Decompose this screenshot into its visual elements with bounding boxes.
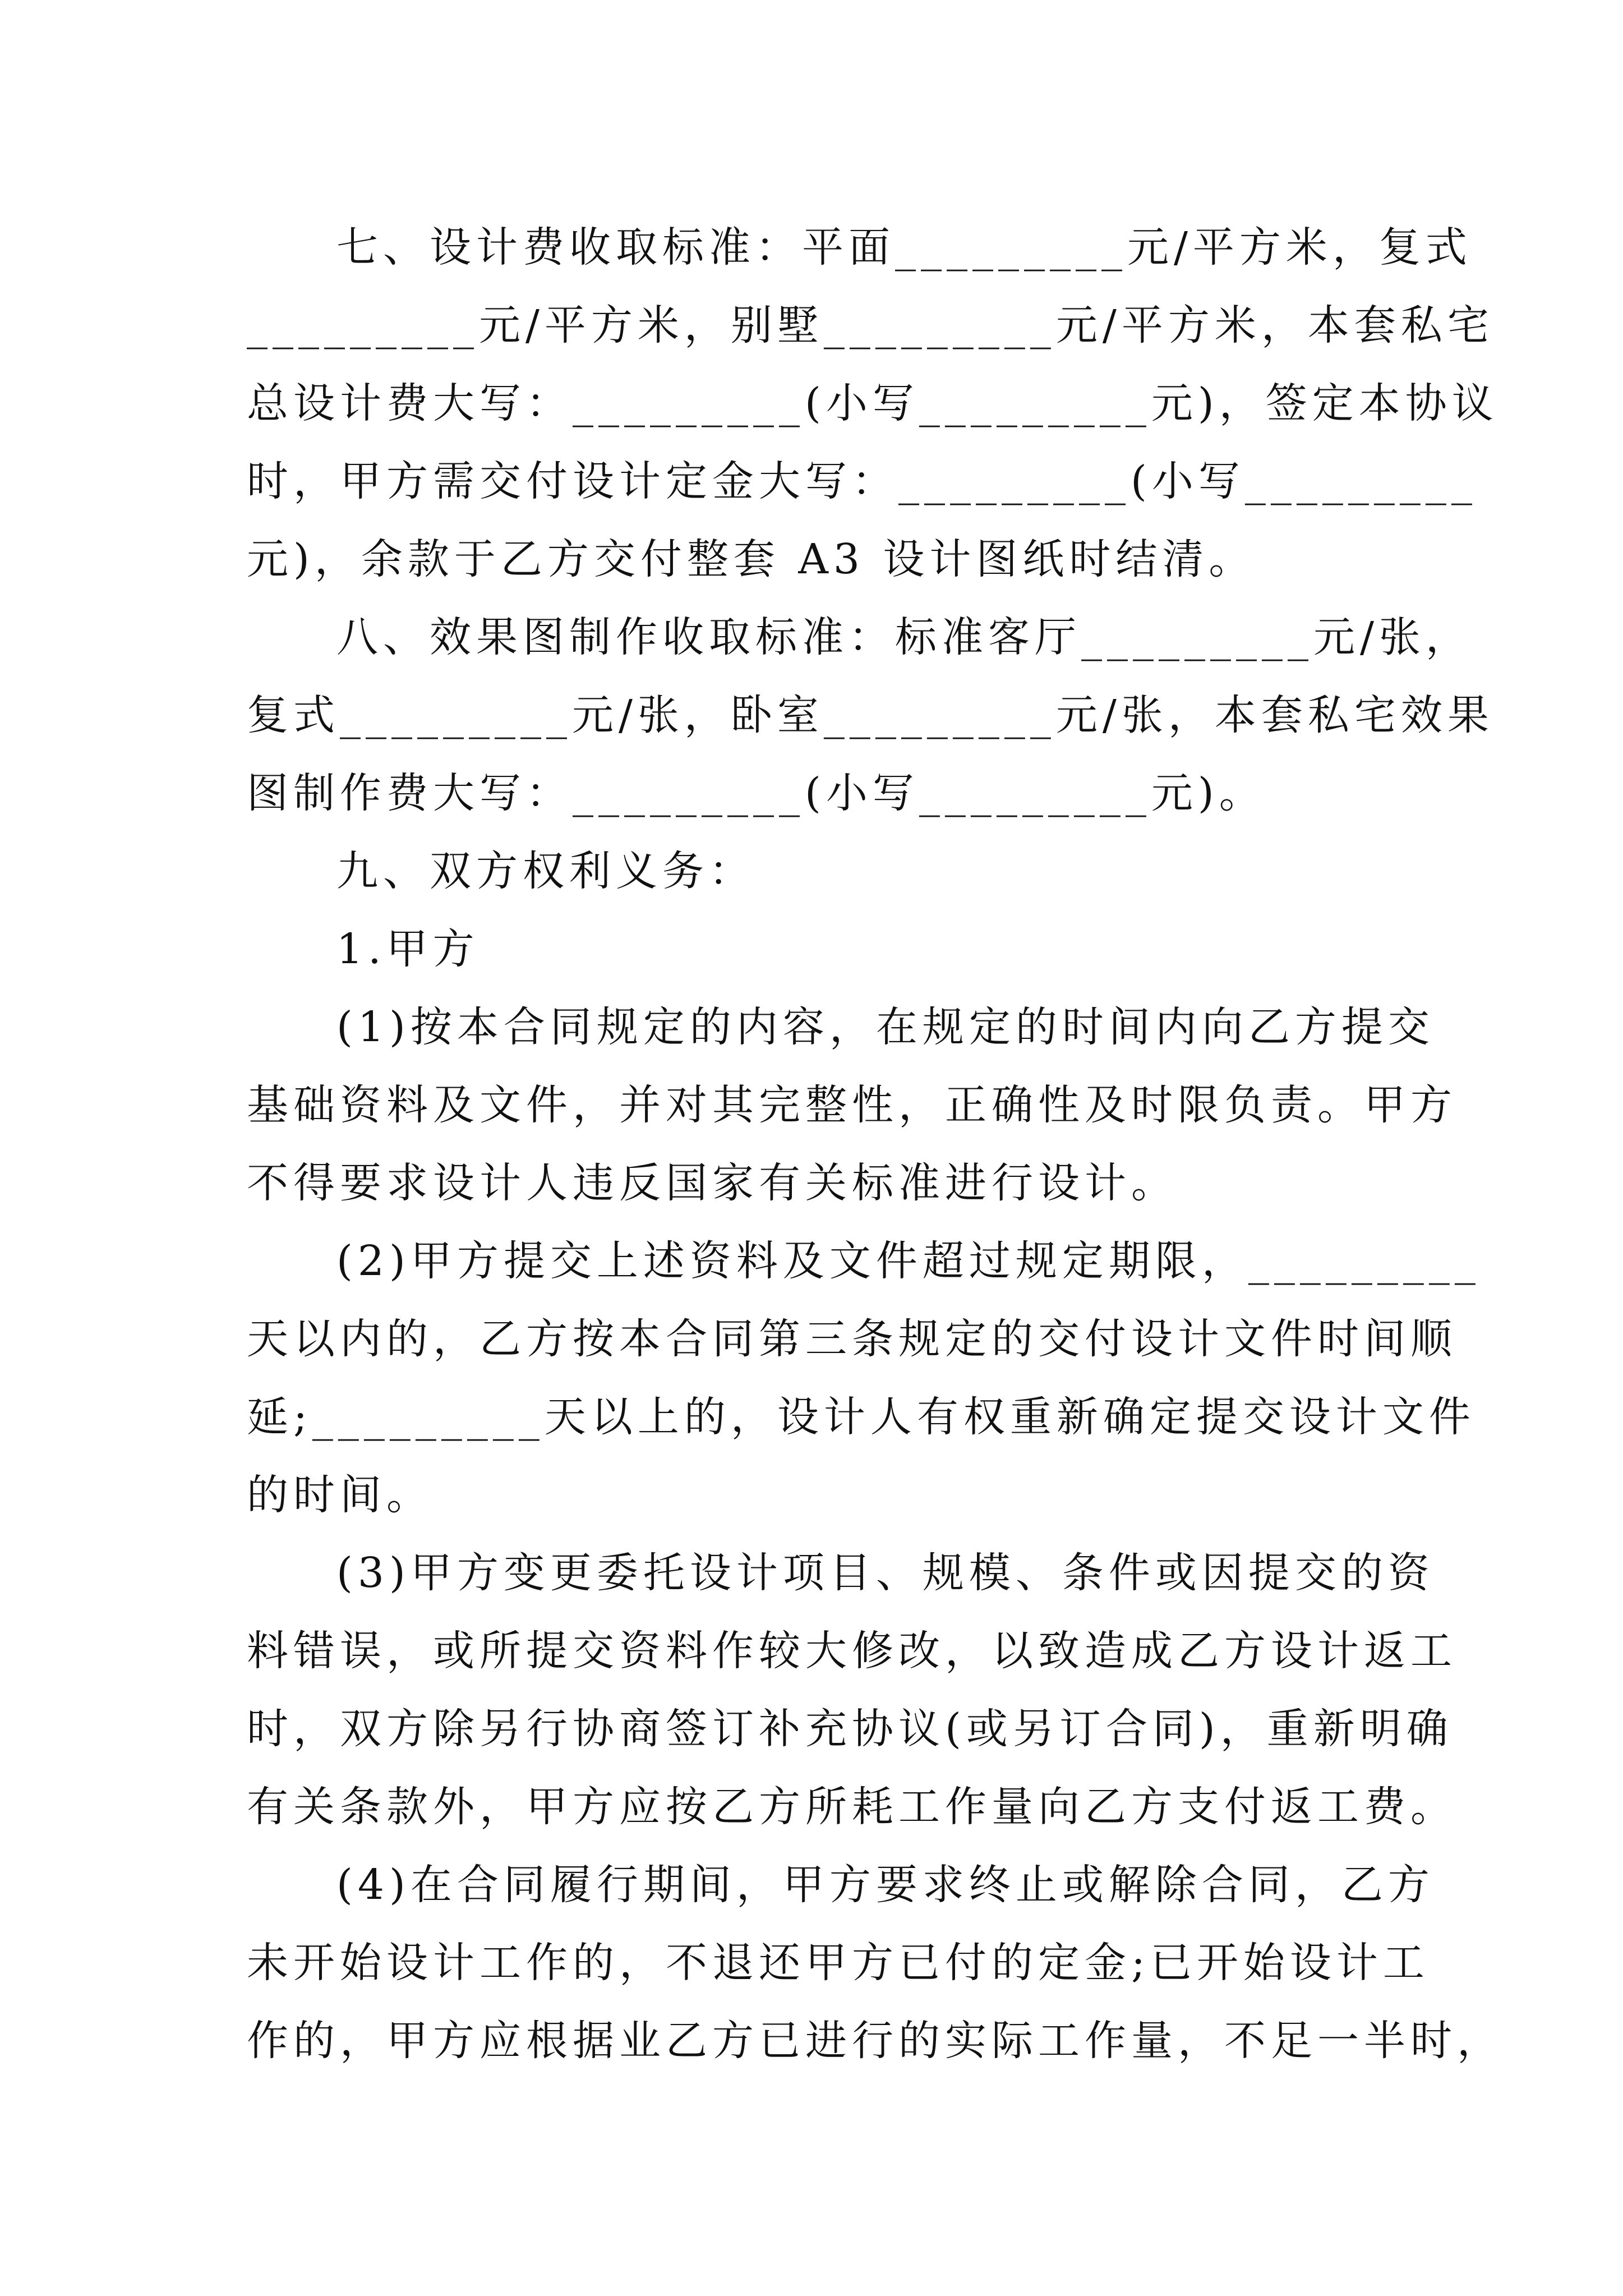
paragraph-line: 八、效果图制作收取标准：标准客厅_________元/张， [336,613,1472,661]
paragraph-line: 七、设计费收取标准：平面_________元/平方米，复式 [336,223,1472,272]
paragraph-line: (2)甲方提交上述资料及文件超过规定期限，_________ [336,1237,1481,1285]
paragraph-line: 基础资料及文件，并对其完整性，正确性及时限负责。甲方 [247,1081,1457,1129]
paragraph-line: 延;_________天以上的，设计人有权重新确定提交设计文件 [247,1393,1476,1441]
paragraph-line: (4)在合同履行期间，甲方要求终止或解除合同，乙方 [336,1861,1435,1909]
paragraph-line: 元)，余款于乙方交付整套 A3 设计图纸时结清。 [247,535,1256,583]
paragraph-line: 图制作费大写：_________(小写_________元)。 [247,769,1266,817]
paragraph-line: (3)甲方变更委托设计项目、规模、条件或因提交的资 [336,1549,1435,1597]
paragraph-line: 时，双方除另行协商签订补充协议(或另订合同)，重新明确 [247,1705,1453,1753]
paragraph-line: 天以内的，乙方按本合同第三条规定的交付设计文件时间顺 [247,1315,1457,1363]
paragraph-line: 的时间。 [247,1471,433,1519]
paragraph-line: (1)按本合同规定的内容，在规定的时间内向乙方提交 [336,1003,1435,1051]
paragraph-line: 未开始设计工作的，不退还甲方已付的定金;已开始设计工 [247,1939,1430,1987]
paragraph-line: 作的，甲方应根据业乙方已进行的实际工作量，不足一半时， [247,2017,1504,2065]
paragraph-line: 复式_________元/张，卧室_________元/张，本套私宅效果 [247,691,1494,739]
contract-body-text [247,209,1504,2080]
paragraph-line: 料错误，或所提交资料作较大修改，以致造成乙方设计返工 [247,1627,1457,1675]
paragraph-line: 1.甲方 [336,925,479,973]
paragraph-line: _________元/平方米，别墅_________元/平方米，本套私宅 [247,301,1494,349]
paragraph-line: 时，甲方需交付设计定金大写：_________(小写_________ [247,457,1477,505]
paragraph-line: 不得要求设计人违反国家有关标准进行设计。 [247,1159,1178,1207]
paragraph-line: 九、双方权利义务： [336,847,755,895]
paragraph-line: 有关条款外，甲方应按乙方所耗工作量向乙方支付返工费。 [247,1783,1457,1831]
paragraph-line: 总设计费大写：_________(小写_________元)，签定本协议 [247,379,1498,427]
